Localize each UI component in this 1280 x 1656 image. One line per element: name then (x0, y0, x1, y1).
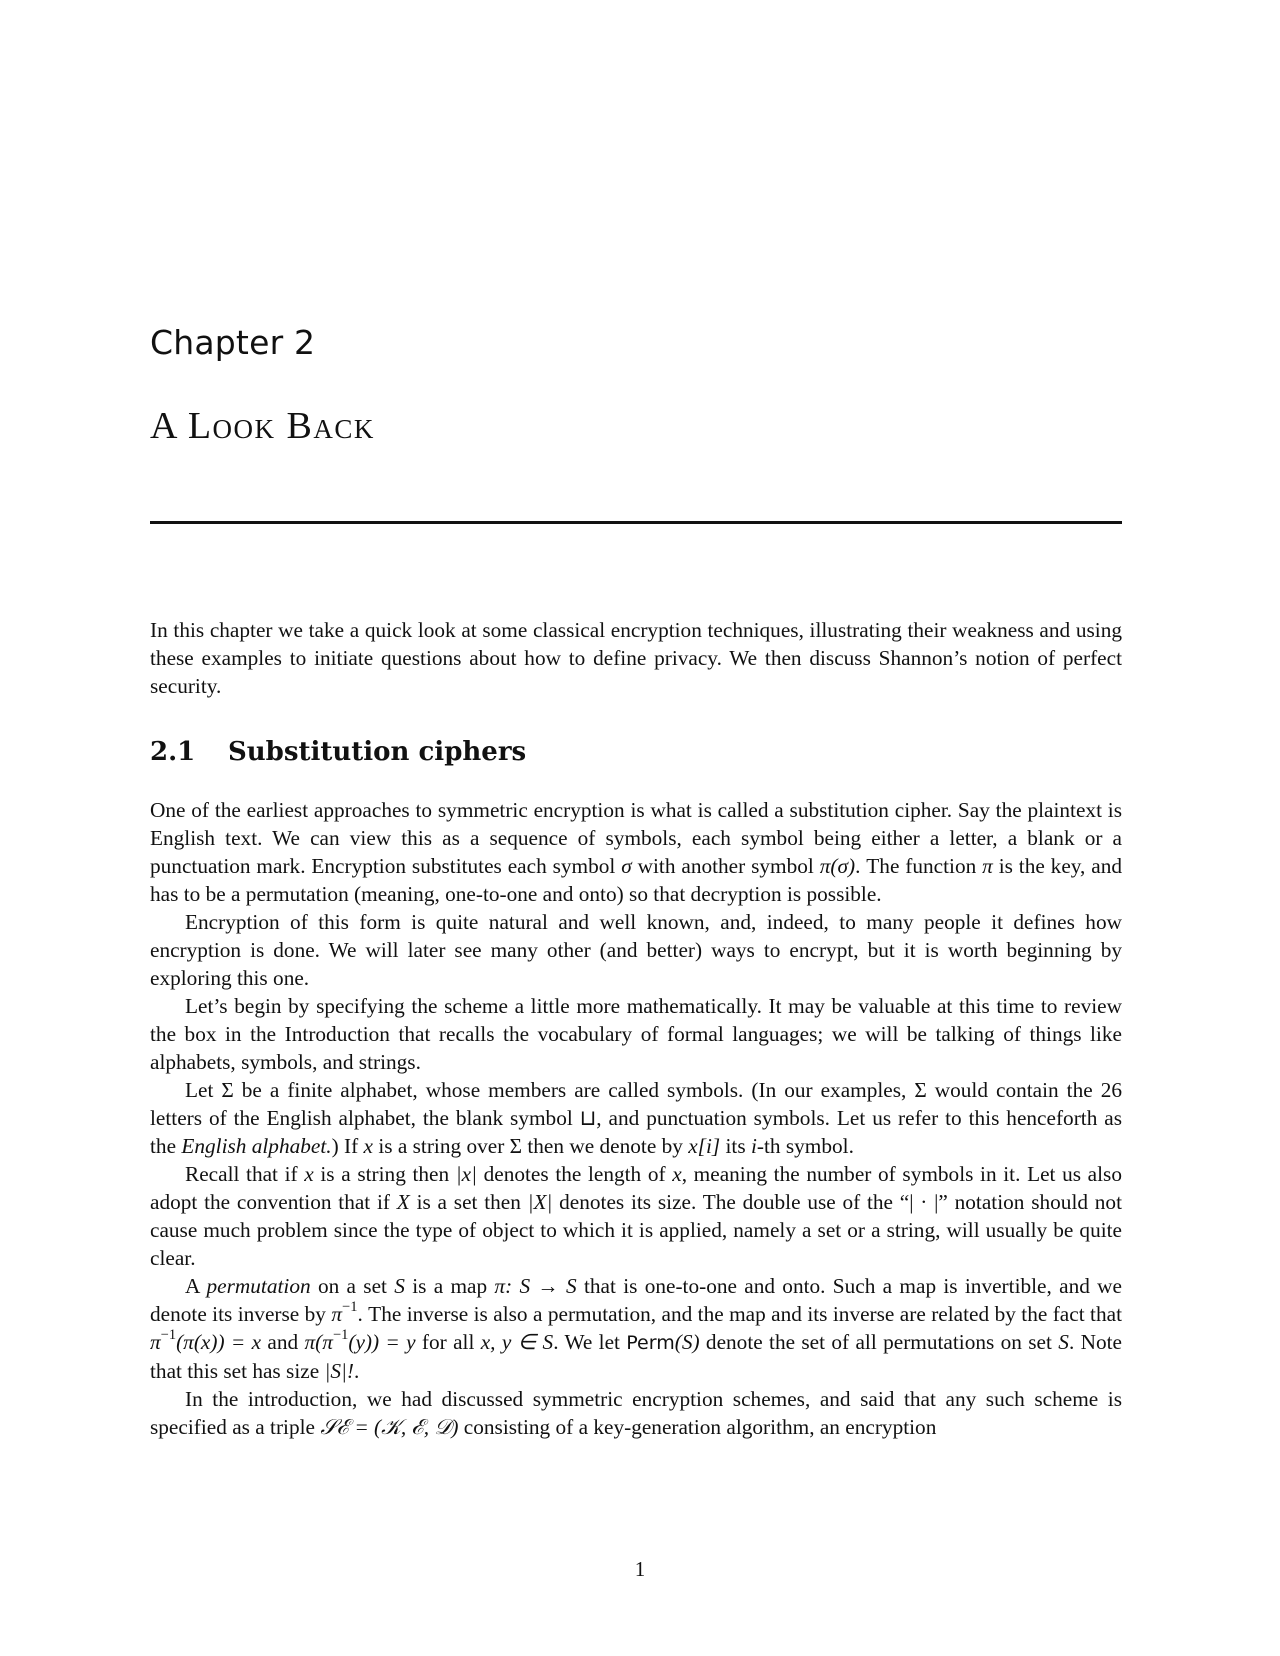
text-run: with another symbol (631, 854, 820, 878)
text-run: is a map (404, 1274, 495, 1298)
math-i: i (750, 1134, 757, 1158)
text-run: Recall that if (185, 1162, 305, 1186)
text-run: . The inverse is also a permutation, and the map and its inverse are related by the fact that (357, 1302, 1122, 1326)
section-title: Substitution ciphers (228, 737, 527, 767)
text-run: Let Σ be a finite alphabet, whose members are called symbols. (In our examples, Σ would contain the 26 letters of the English alphabet, the blank symbol ⊔, and punctuation symbols. Let us refer to this henceforth as the (150, 1078, 1122, 1158)
math-pi: π (331, 1302, 343, 1326)
math-superscript: −1 (332, 1326, 349, 1343)
text-run: is the key, and has to be a permutation (meaning, one-to-one and onto) so that decryption is possible. (150, 854, 1123, 906)
math-sigma: σ (621, 854, 632, 878)
section-number: 2.1 (150, 737, 196, 767)
section-heading (150, 737, 526, 767)
math-pi: π(π (304, 1330, 333, 1354)
math-abs-x: |x| (455, 1162, 477, 1186)
text-run: for all (415, 1330, 481, 1354)
math-factorial: |S|! (324, 1359, 354, 1383)
math-set-x: X (396, 1190, 410, 1214)
math-equation: (y)) = y (348, 1330, 416, 1354)
text-run: on a set (310, 1274, 395, 1298)
text-run: denote the set of all permutations on set (699, 1330, 1059, 1354)
math-s: S (394, 1274, 405, 1298)
math-pi-sigma: π(σ) (819, 854, 856, 878)
text-run: . (353, 1359, 360, 1383)
paragraph-6 (150, 1272, 1122, 1385)
paragraph-1 (150, 796, 1122, 908)
text-run: One of the earliest approaches to symmetric encryption is what is called a substitution cipher. Say the plaintext is English text. We can view this as a sequence of symbols, each symbol being either a letter, a blank or a punctuation mark. Encryption substitutes each symbol (150, 798, 1122, 878)
section-body (150, 796, 1122, 1441)
text-run: consisting of a key-generation algorithm, an encryption (458, 1415, 937, 1439)
math-scheme-triple: 𝒮ℰ = (𝒦, ℰ, 𝒟) (320, 1415, 459, 1439)
paragraph-5 (150, 1160, 1122, 1272)
text-run: , meaning the number of symbols in it. Let us also adopt the convention that if (150, 1162, 1122, 1214)
math-argument: (S) (674, 1330, 700, 1354)
chapter-label: Chapter 2 (150, 323, 316, 362)
paragraph-4 (150, 1076, 1122, 1160)
text-run: is a set then (409, 1190, 528, 1214)
text-run: -th symbol. (756, 1134, 854, 1158)
math-x: x (672, 1162, 682, 1186)
text-run: . Note that this set has size (150, 1330, 1122, 1383)
paragraph-7 (150, 1385, 1122, 1441)
math-x-index: x[i] (688, 1134, 721, 1158)
math-equation: (π(x)) = x (176, 1330, 262, 1354)
text-run: that is one-to-one and onto. Such a map is invertible, and we denote its inverse by (150, 1274, 1123, 1326)
text-run: . We let (553, 1330, 627, 1354)
text-run: A (185, 1274, 207, 1298)
chapter-intro (150, 616, 1122, 700)
math-superscript: −1 (160, 1326, 177, 1343)
text-run: denotes the length of (476, 1162, 673, 1186)
paragraph-3: Let’s begin by specifying the scheme a little more mathematically. It may be valuable at this time to review the box in the Introduction that recalls the vocabulary of formal languages; we will be talking of things like alphabets, symbols, and strings. (150, 994, 1122, 1074)
math-pi: π (982, 854, 993, 878)
paragraph-2: Encryption of this form is quite natural and well known, and, indeed, to many people it defines how encryption is done. We will later see many other (and better) ways to encrypt, but it is worth beginning by exploring this one. (150, 910, 1122, 990)
math-pi: π (150, 1330, 161, 1354)
intro-paragraph: In this chapter we take a quick look at some classical encryption techniques, illustrating their weakness and using these examples to initiate questions about how to define privacy. We then discuss Shannon’s notion of perfect security. (150, 618, 1122, 698)
text-run: ) If (331, 1134, 364, 1158)
math-x: x (363, 1134, 373, 1158)
chapter-divider (150, 521, 1122, 524)
text-run: denotes its size. The double use of the “| · |” notation should not cause much problem since the type of object to which it is applied, namely a set or a string, will usually be quite clear. (150, 1190, 1122, 1270)
text-run: its (720, 1134, 751, 1158)
math-s: S (1058, 1330, 1069, 1354)
emphasis-text: English alphabet. (181, 1134, 332, 1158)
emphasis-text: permutation (206, 1274, 311, 1298)
math-perm-function: Perm (626, 1332, 675, 1354)
text-run: is a string then (313, 1162, 456, 1186)
math-map: π: S → S (494, 1274, 577, 1298)
math-x: x (304, 1162, 314, 1186)
math-membership: x, y ∈ S (480, 1330, 554, 1354)
text-run: is a string over Σ then we denote by (373, 1134, 689, 1158)
page-number: 1 (634, 1557, 646, 1581)
chapter-title: A Look Back (150, 405, 375, 447)
text-run: . The function (855, 854, 983, 878)
math-superscript: −1 (342, 1298, 358, 1315)
text-run: and (261, 1330, 305, 1354)
text-run: In the introduction, we had discussed symmetric encryption schemes, and said that any such scheme is specified as a triple (150, 1387, 1122, 1439)
math-abs-set-x: |X| (527, 1190, 553, 1214)
